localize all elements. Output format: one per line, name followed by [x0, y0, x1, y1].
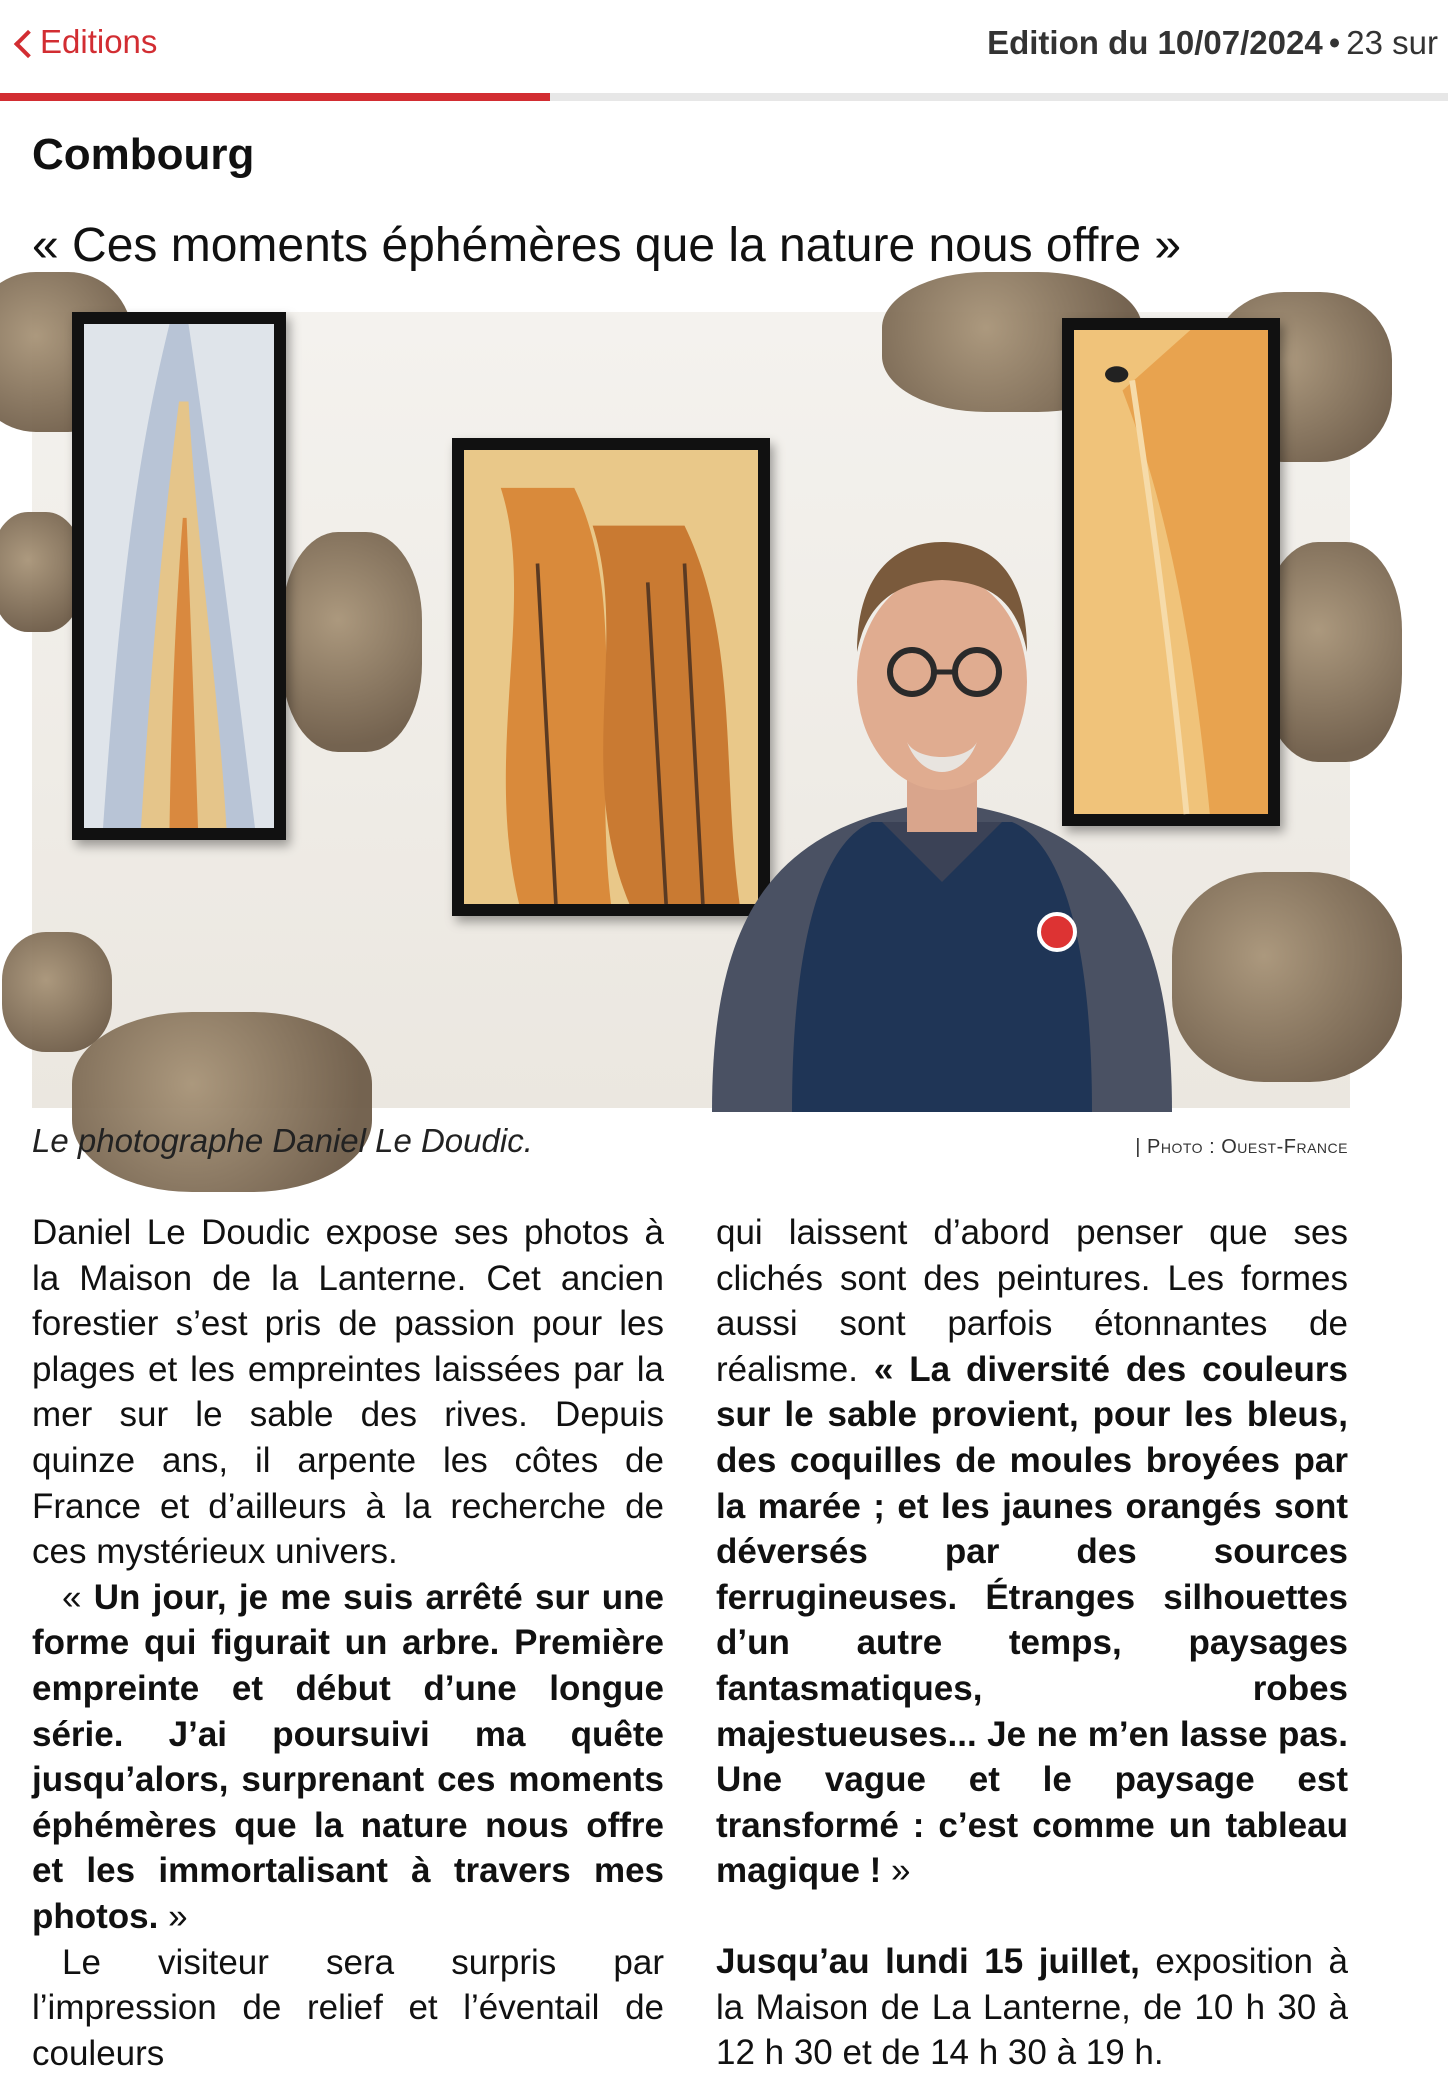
reading-progress-fill — [0, 93, 550, 101]
photo-credit: | Photo : Ouest-France — [1135, 1136, 1348, 1159]
event-date: Jusqu’au lundi 15 juillet, — [716, 1942, 1140, 1981]
painting-frame-left — [72, 312, 286, 840]
page-info: 23 sur — [1346, 24, 1438, 61]
stone-decor — [1262, 542, 1402, 762]
article-photo — [32, 312, 1350, 1108]
chevron-left-icon — [10, 22, 40, 62]
article-headline: « Ces moments éphémères que la nature nous offre » — [32, 218, 1181, 273]
quote-open: « — [874, 1350, 909, 1389]
stone-decor — [2, 932, 112, 1052]
stone-decor — [72, 1012, 372, 1192]
quote-open: « — [62, 1578, 94, 1617]
back-button[interactable] — [10, 22, 157, 62]
article-quote: La diversité des couleurs sur le sable provient, pour les bleus, des coquilles de moules broyées par la marée ; et les jaunes orangés sont déversés par des sources ferrugineuses. Étranges silhouettes d’un autre temps, paysages fantasmatiques, robes majestueuses... Je ne m’en lasse pas. Une vague et le paysage est transformé : c’est comme un tableau magique ! — [716, 1350, 1348, 1891]
back-label: Editions — [40, 23, 157, 61]
photographer-figure — [672, 462, 1212, 1112]
article-column-1 — [32, 1210, 664, 2076]
painting-left — [84, 324, 274, 828]
article-column-2 — [716, 1210, 1348, 2076]
article-quote-paragraph — [716, 1210, 1348, 1894]
reading-progress — [0, 93, 1448, 101]
paragraph-gap — [716, 1894, 1348, 1939]
article-quote-paragraph — [32, 1575, 664, 1940]
separator-dot: • — [1329, 24, 1341, 61]
edition-info — [987, 24, 1438, 62]
article-section: Combourg — [32, 130, 254, 180]
stone-decor — [282, 532, 422, 752]
top-bar — [0, 0, 1448, 96]
photo-caption: Le photographe Daniel Le Doudic. — [32, 1122, 533, 1160]
quote-close: » — [881, 1851, 910, 1890]
event-details: exposition à la Maison de La Lanterne, de 10 h 30 à 12 h 30 et de 14 h 30 à 19 h. — [716, 1942, 1348, 2072]
article-paragraph: qui laissent d’abord penser que ses clichés sont des peintures. Les formes aussi sont parfois étonnantes de réalisme. — [716, 1213, 1348, 1389]
article-quote: Un jour, je me suis arrêté sur une forme qui figurait un arbre. Première empreinte et début d’une longue série. J’ai poursuivi ma quête jusqu’alors, surprenant ces moments éphémères que la nature nous offre et les immortalisant à travers mes photos. — [32, 1578, 664, 1936]
event-info — [716, 1939, 1348, 2076]
stone-decor — [0, 512, 82, 632]
article-paragraph: Le visiteur sera surpris par l’impression de relief et l’éventail de couleurs — [32, 1940, 664, 2076]
article-paragraph: Daniel Le Doudic expose ses photos à la Maison de la Lanterne. Cet ancien forestier s’est pris de passion pour les plages et les empreintes laissées par la mer sur le sable des rives. Depuis quinze ans, il arpente les côtes de France et d’ailleurs à la recherche de ces mystérieux univers. — [32, 1210, 664, 1575]
quote-close: » — [158, 1897, 187, 1936]
edition-date: Edition du 10/07/2024 — [987, 24, 1323, 61]
